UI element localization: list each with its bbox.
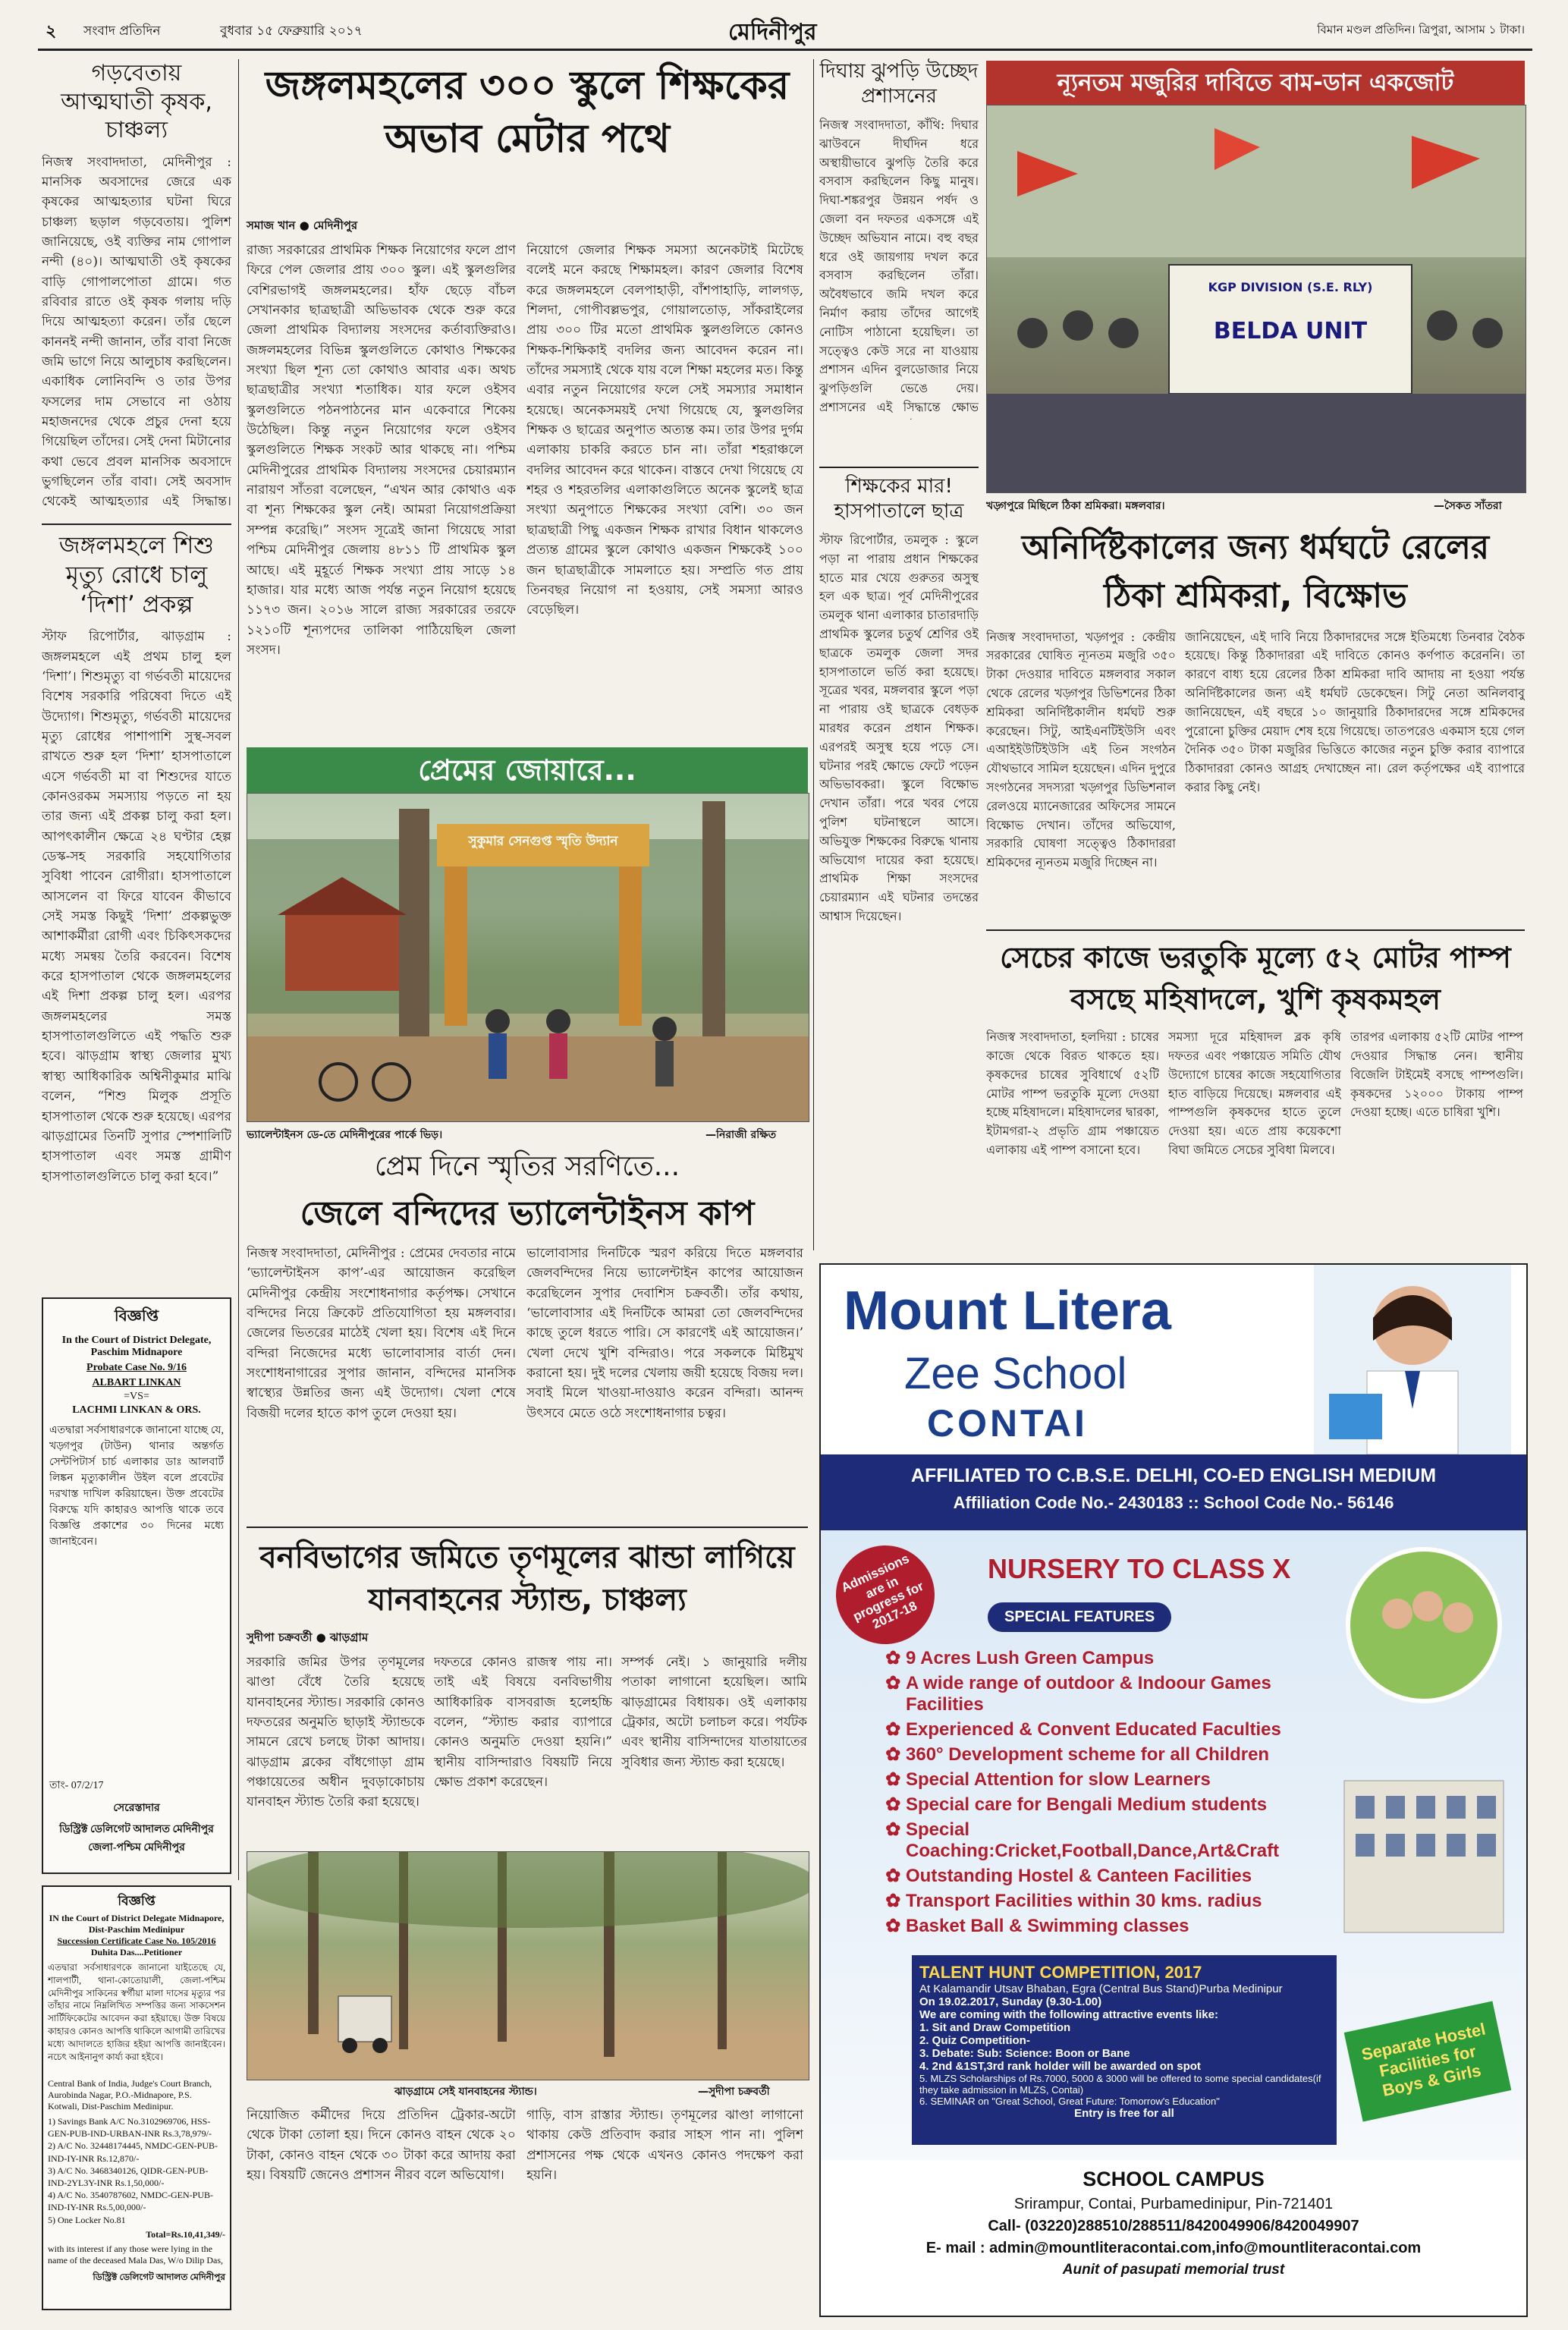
- ad-special-label: SPECIAL FEATURES: [988, 1602, 1171, 1632]
- forest-body-col-1: সরকারি জমির উপর তৃণমূলের ঝাণ্ডা বেঁধে তৈরি হয়েছে যানবাহনের স্ট্যান্ড। সরকারি কোনও দফতরের অনুমতি ছাড়াই স্ট্যান্ডকে সামনে রেখে চলছে টাকা আদায়। ঝাড়গ্রাম ব্লকের বাঁধগোড়া গ্রাম পঞ্চায়েতের অধীন দুবড়াকোচায় যানবাহন স্ট্যান্ড তৈরি করা হয়েছে।: [247, 1655, 425, 1810]
- ad-title-2: Zee School: [904, 1349, 1127, 1398]
- pump-body-col-2: সমস্যা দূরে মহিষাদল ব্লক কৃষি দফতর এবং পঞ্চায়েত সমিতি যৌথ উদ্যোগে চাষের কাজে সহযোগিতার হাত বাড়িয়ে দিয়েছে। মঙ্গলবার এই পাম্পগুলি কৃষকদের হাতে তুলে দেওয়া হয়। এতে প্রায় কয়েকশো বিঘা জমিতে সেচের সুবিধা মিলবে।: [1168, 1030, 1341, 1157]
- student-photo: [1314, 1265, 1511, 1454]
- forest-continued: [247, 2105, 808, 2288]
- story-body: স্টাফ রিপোর্টার, তমলুক : স্কুলে পড়া না পারায় প্রধান শিক্ষকের হাতে মার খেয়ে গুরুতর অসুস্থ হল এক ছাত্র। পূর্ব মেদিনীপুরের তমলুক থানা এলাকার চাতারদাড়ি প্রাথমিক স্কুলের চতুর্থ শ্রেণির ওই ছাত্রকে তমলুক জেলা সদর হাসপাতালে ভর্তি করা হয়েছে। সূত্রের খবর, মঙ্গলবার স্কুলে পড়া না পারায় ওই ছাত্রকে বেধড়ক মারধর করেন প্রধান শিক্ষক। এরপরই অসুস্থ হয়ে পড়ে সে। ঘটনার পরই ক্ষোভে ফেটে পড়েন অভিভাবকরা। স্কুলে বিক্ষোভ দেখান তাঁরা। পরে খবর পেয়ে পুলিশ ঘটনাস্থলে আসে। অভিযুক্ত শিক্ষকের বিরুদ্ধে থানায় অভিযোগ দায়ের করা হয়েছে। প্রাথমিক শিক্ষা সংসদের চেয়ারম্যান এই ঘটনার তদন্তের আশ্বাস দিয়েছেন।: [819, 533, 979, 923]
- pump-headline: সেচের কাজে ভরতুকি মূল্যে ৫২ মোটর পাম্প বসছে মহিষাদলে, খুশি কৃষকমহল: [1000, 941, 1511, 1017]
- issue-date: বুধবার ১৫ ফেব্রুয়ারি ২০১৭: [220, 24, 363, 39]
- notice-case: Succession Certificate Case No. 105/2016: [57, 1935, 216, 1946]
- valentine-kicker: প্রেম দিনে স্মৃতির সরণিতে...: [374, 1151, 680, 1182]
- park-photo-credit: —নিরাজী রক্ষিত: [705, 1129, 777, 1141]
- talent-title: TALENT HUNT COMPETITION, 2017: [919, 1963, 1202, 1982]
- rally-photo-illustration: [987, 105, 1526, 492]
- story-body: স্টাফ রিপোর্টার, ঝাড়গ্রাম : জঙ্গলমহলে এই প্রথম চালু হল ‘দিশা’। শিশুমৃত্যু বা গর্ভবতী মায়েদের বিশেষ সরকারি পরিষেবা দিতে এই উদ্যোগ। শিশুমৃত্যু, গর্ভবতী মায়েদের মৃত্যু রোধের পাশাপাশি সুস্থ-সবল রাখতে শুরু হল ‘দিশা’ হাসপাতালে এসে গর্ভবতী মা বা শিশুদের যাতে কোনওরকম সমস্যায় পড়তে না হয় তার জন্য এই প্রকল্প চালু করা হল। আপৎকালীন ক্ষেত্রে ২৪ ঘণ্টার হেল্প ডেস্ক-সহ সরকারি সহযোগিতার সুবিধা পাবেন রোগীরা। হাসপাতালে আসলেন বা ফিরে যাবেন কীভাবে সেই সমস্ত কিছুই ‘দিশা’ প্রকল্পভুক্ত আশাকর্মীরা রোগী এবং চিকিৎসকদের মধ্যে সমন্বয় তৈরি করবেন। বিশেষ করে হাসপাতাল থেকে জঙ্গলমহলের এই দিশা প্রকল্প চালু হল। এরপর জঙ্গলমহলের সমস্ত হাসপাতালগুলিতে এই পদ্ধতি শুরু হবে। ঝাড়গ্রাম স্বাস্থ্য জেলার মুখ্য স্বাস্থ্য আধিকারিক অশ্বিনীকুমার মাঝি বলেন, “শিশু মিলুক প্রসূতি হাসপাতাল থেকে শুরু হয়েছে। এরপর ঝাড়গ্রামের তিনটি সুপার স্পেশালিটি হাসপাতাল এবং সমস্ত গ্রামীণ হাসপাতালগুলিতে চালু করা হবে।”: [42, 629, 231, 1184]
- column-1-story-1: [42, 59, 231, 509]
- notice-title: বিজ্ঞপ্তি: [118, 1894, 156, 1909]
- ad-title-3: CONTAI: [927, 1402, 1088, 1445]
- campus-email: E- mail : admin@mountliteracontai.com,info@mountliteracontai.com: [925, 2240, 1422, 2256]
- account-line: 1) Savings Bank A/C No.3102969706, HSS-GEN-PUB-IND-URBAN-INR Rs.3,78,979/-: [48, 2116, 212, 2140]
- park-photo: [247, 793, 809, 1122]
- park-photo-caption: ভ্যালেন্টাইনস ডে-তে মেদিনীপুরের পার্কে ভিড়।: [247, 1129, 443, 1141]
- forest-body-col-3: সম্পর্ক নেই। ১ জানুয়ারি দলীয় পতাকা লাগানো হয়েছিল। আমি ঝাড়গ্রামের বিধায়ক। ওই এলাকায় ট্রেকার, অটো চলাচল করে। পর্যটক এবং স্থানীয় বাসিন্দাদের যাতায়াতের সুবিধার জন্য স্ট্যান্ড করা হয়েছে।: [621, 1655, 807, 1770]
- feature-item: ✿ 9 Acres Lush Green Campus: [906, 1647, 1331, 1669]
- notice-party-1: ALBART LINKAN: [92, 1377, 181, 1388]
- story-body: নিজস্ব সংবাদদাতা, মেদিনীপুর : মানসিক অবসাদের জেরে এক কৃষকের আত্মহত্যার ঘটনা ঘিরে চাঞ্চল্য ছড়াল গড়বেতায়। পুলিশ জানিয়েছে, ওই ব্যক্তির নাম গোপাল নন্দী (৪০)। আত্মঘাতী ওই কৃষকের বাড়ি গোপালপোতা গ্রামে। গত রবিবার রাতে ওই কৃষক গলায় দড়ি দিয়ে আত্মহত্যা করেন। তাঁর ছেলে কাননই নন্দী জানান, তাঁর বাবা নিজে জমি ভাগে নিয়ে আলুচাষ করছিলেন। একাধিক লোনিবন্দি ও তার উপর ফসলের দাম সেভাবে না ওঠায় মহাজনদের থেকে প্রচুর দেনা হয়ে গিয়েছিল তাঁদের। সেই দেনা মিটানোর কথা ভেবে প্রবল মানসিক অবসাদে ভুগছিলেন তাঁর বাবা। সেই অবসাদ থেকেই আত্মহত্যার এই সিদ্ধান্ত।: [42, 154, 231, 509]
- valentine-body-col-2: ভালোবাসার দিনটিকে স্মরণ করিয়ে দিতে মঙ্গলবার জেলবন্দিদের নিয়ে ভ্যালেন্টাইন কাপের আয়োজন করেছিলেন সুপার দেবাশিস চক্রবর্তী। তাঁর কথায়, ‘ভালোবাসার এই দিনটিকে আমরা তো জেলবন্দিদের কাছে তুলে ধরতে পারি। সে কারণেই এই আয়োজন।’ খেলা দেখে খুশি বন্দিরাও। পরে সকলকে মিষ্টিমুখ করানো হয়। দুই দলের খেলায় জয়ী হয়েছে বিজয় দল। সবাই মিলে খাওয়া-দাওয়াও করেন বন্দিরা। আনন্দ উৎসবে মেতে ওঠে সংশোধনাগার চত্বর।: [526, 1246, 803, 1421]
- account-line: 4) A/C No. 3540787602, NMDC-GEN-PUB-IND-IY-INR Rs.5,00,000/-: [48, 2190, 214, 2213]
- masthead-right: বিমান মণ্ডল প্রতিদিন। ত্রিপুরা, আসাম ১ টাকা।: [1317, 23, 1525, 36]
- campus-unit: Aunit of pasupati memorial trust: [1062, 2262, 1285, 2278]
- divider: [986, 929, 1525, 931]
- lead-body-col-1: রাজ্য সরকারের প্রাথমিক শিক্ষক নিয়োগের ফলে প্রাণ ফিরে পেল জেলার প্রায় ৩০০ স্কুল। এই স্কুলগুলির বেশিরভাগই জঙ্গলমহলের। হাঁফ ছেড়ে বাঁচল সেখানকার ছাত্রছাত্রী অভিভাবক থেকে শুরু করে জেলা প্রাথমিক বিদ্যালয় সংসদের কর্তাব্যক্তিরাও। জঙ্গলমহলের বিভিন্ন স্কুলগুলিতে কোথাও শিক্ষকের সংখ্যা ছিল শূন্য তো কোথাও আবার এক। অথচ ছাত্রছাত্রীর সংখ্যা শতাধিক। যার ফলে ওইসব স্কুলগুলিতে পঠনপাঠনের মান একেবারে শিকেয় উঠেছিল। কিন্তু নতুন নিয়োগের ফলে ওইসব স্কুলগুলিতে শিক্ষক সংকট আর থাকছে না। পশ্চিম মেদিনীপুরের প্রাথমিক বিদ্যালয় সংসদের চেয়ারম্যান নারায়ণ সাঁতরা বলেছেন, “এখন আর কোথাও এক বা শূন্য শিক্ষকের স্কুল নেই। আমরা নিয়োগপ্রক্রিয়া সম্পন্ন করেছি।” সংসদ সূত্রেই জানা গিয়েছে সারা পশ্চিম মেদিনীপুর জেলায় ৪৮১১ টি প্রাথমিক স্কুল আছে। এই মুহূর্তে শিক্ষক সংখ্যা প্রায় সাড়ে ১৪ হাজার। যার মধ্যে আজ পর্যন্ত নতুন নিয়োগ হয়েছে ১১৭৩ জন। ২০১৬ সালে রাজ্য সরকারের তরফে ১২১০টি শূন্যপদের তালিকা পাঠিয়েছিল জেলা সংসদ।: [247, 243, 516, 658]
- notice-footer: ডিস্ট্রিক্ট ডেলিগেট আদালত মেদিনীপুর জেলা-পশ্চিম মেদিনীপুর: [59, 1824, 214, 1854]
- ad-header: [821, 1265, 1526, 1454]
- notice-party-2: LACHMI LINKAN & ORS.: [72, 1404, 201, 1416]
- talent-item: 4. 2nd &1ST,3rd rank holder will be awarded on spot: [919, 2060, 1201, 2073]
- forest-story: [247, 1536, 808, 1872]
- stand-photo-illustration: [247, 1852, 809, 2080]
- admissions-text: Admissions are in progress for 2017-18: [839, 1551, 926, 1632]
- pump-story: [986, 937, 1525, 1218]
- prem-banner-text: প্রেমের জোয়ারে...: [418, 753, 636, 787]
- story-headline: দিঘায় ঝুপড়ি উচ্ছেদ প্রশাসনের: [819, 60, 979, 108]
- rail-body-col-1: নিজস্ব সংবাদদাতা, খড়্গপুর : কেন্দ্রীয় সরকারের ঘোষিত ন্যূনতম মজুরি ৩৫০ টাকা দেওয়ার দাবিতে মঙ্গলবার সকাল থেকে রেলের খড়্গপুর ডিভিশনের ঠিকা শ্রমিকরা অনির্দিষ্টকালীন ধর্মঘট শুরু করেছেন। সিটু, আইএনটিইউসি এবং এআইইউটিইউসি এই তিন সংগঠন যৌথভাবে সামিল হয়েছেন। এদিন দুপুরে সংগঠনের সদস্যরা খড়্গপুর ডিভিশনাল রেলওয়ে ম্যানেজারের অফিসের সামনে বিক্ষোভ দেখান। তাঁদের অভিযোগ, সরকারি ঘোষণা সত্ত্বেও ঠিকাদাররা শ্রমিকদের ন্যূনতম মজুরি দিচ্ছেন না।: [986, 629, 1176, 870]
- rally-banner: [986, 61, 1525, 105]
- notice-body: এতদ্বারা সর্বসাধারণকে জানানো যাইতেছে যে, শালপাটী, থানা-কোতোয়ালী, জেলা-পশ্চিম মেদিনীপুর সাকিনের স্বর্গীয়া মালা দাসের মৃত্যুর পর তাঁহার নামে নিম্নলিখিত সম্পত্তির জন্য সাকসেশন সার্টিফিকেটের আবেদন করা হইয়াছে। উক্ত বিষয়ে কাহারও কোনও আপত্তি থাকিলে আগামী তারিখের মধ্যে আদালতে হাজির হইয়া আপত্তি জানাইবেন। নচেৎ আইনানুগ কার্য্য করা হইবে।: [48, 1962, 225, 2062]
- rally-sign-unit: BELDA UNIT: [1213, 318, 1368, 344]
- ad-affiliated: AFFILIATED TO C.B.S.E. DELHI, CO-ED ENGLISH MEDIUM: [910, 1465, 1437, 1486]
- rally-photo: [986, 105, 1526, 493]
- forest-byline: সুদীপা চক্রবর্তী ● ঝাড়গ্রাম: [247, 1630, 369, 1644]
- forest-body-col-4: নিয়োজিত কর্মীদের দিয়ে প্রতিদিন ট্রেকার-অটো থেকে টাকা তোলা হয়। দিনে কোনও বাহন থেকে ২০ টাকা, কোনও বাহন থেকে ৩০ টাকা করে আদায় করা হয়। বিষয়টি জেনেও প্রশাসন নীরব বলে অভিযোগ।: [247, 2108, 516, 2184]
- admissions-badge: [820, 1530, 951, 1661]
- notice-title: বিজ্ঞপ্তি: [114, 1306, 159, 1325]
- talent-item: 5. MLZS Scholarships of Rs.7000, 5000 & 3000 will be offered to some special candidates(if they take admission in MLZS, Contai): [919, 2073, 1321, 2096]
- ad-nursery: NURSERY TO CLASS X: [988, 1553, 1291, 1584]
- feature-item: ✿ Special Coaching:Cricket,Football,Dance,Art&Craft: [906, 1819, 1331, 1862]
- section-name: মেদিনীপুর: [728, 19, 817, 46]
- notice-sign: সেরেস্তাদার: [113, 1803, 160, 1814]
- campus-building-image: [1337, 1720, 1511, 1948]
- feature-item: ✿ Experienced & Convent Educated Faculties: [906, 1718, 1331, 1740]
- account-line: 2) A/C No. 32448174445, NMDC-GEN-PUB-IND-IY-INR Rs.12,870/-: [48, 2140, 218, 2164]
- rail-strike-story: [986, 524, 1525, 894]
- legal-notice-2: [42, 1885, 231, 2310]
- feature-item: ✿ Transport Facilities within 30 kms. radius: [906, 1890, 1331, 1912]
- campus-address: Srirampur, Contai, Purbamedinipur, Pin-721401: [1013, 2196, 1334, 2212]
- masthead: [38, 14, 1532, 47]
- masthead-rule: [38, 49, 1532, 51]
- pump-body-col-1: নিজস্ব সংবাদদাতা, হলদিয়া : চাষের কাজে থেকে বিরত থাকতে হয়। কৃষকদের চাষের সুবিধার্থে ৫২টি মোটর পাম্প ভরতুকি মূল্যে দেওয়া হচ্ছে মহিষাদলে। মহিষাদলের দ্বারকা, ইটামগরা-২ প্রভৃতি গ্রাম পঞ্চায়েত এলাকায় এই পাম্প বসানো হবে।: [986, 1030, 1159, 1157]
- column-rule: [813, 59, 814, 1250]
- pump-body-col-3: তারপর এলাকায় ৫২টি মোটর পাম্প দেওয়ার সিদ্ধান্ত নেন। স্থানীয় বিজেলি টাইমেই বসছে পাম্পগুলি। কৃষকদের ১২০০০ টাকায় পাম্প দেওয়া হচ্ছে। এতে চাষিরা খুশি।: [1350, 1030, 1523, 1120]
- lead-headline: জঙ্গলমহলের ৩০০ স্কুলে শিক্ষকের অভাব মেটার পথে: [265, 63, 790, 162]
- feature-item: ✿ A wide range of outdoor & Indoour Games Facilities: [906, 1672, 1331, 1715]
- prem-banner: [247, 747, 808, 793]
- notice-vs: =VS=: [124, 1391, 149, 1402]
- ad-body: [821, 1530, 1526, 2316]
- notice-footer: ডিস্ট্রিক্ট ডেলিগেট আদালত মেদিনীপুর: [93, 2271, 225, 2282]
- forest-body-col-2: দফতরে কোনও রাজস্ব পায় না। তাই এই বিষয়ে বনবিভাগীয় আধিকারিক বাসবরাজ হলেহচ্চি বলেন, “স্ট্যান্ড করার ব্যাপারে কোনও অনুমতি দেওয়া হয়নি।” স্থানীয় বাসিন্দারাও বিষয়টি নিয়ে ক্ষোভ প্রকাশ করেছেন।: [434, 1655, 612, 1791]
- notice-court: IN the Court of District Delegate Midnapore, Dist-Paschim Medinipur: [49, 1913, 225, 1935]
- talent-item: 3. Debate: Sub: Science: Boon or Bane: [919, 2047, 1130, 2060]
- rally-photo-caption: খড়্গপুরে মিছিলে ঠিকা শ্রমিকরা। মঙ্গলবার।: [986, 500, 1165, 512]
- story-headline: গড়বেতায় আত্মঘাতী কৃষক, চাঞ্চল্য: [61, 60, 212, 143]
- column-1-story-2: [42, 531, 231, 1378]
- ad-affiliation-band: [821, 1454, 1526, 1530]
- campus-call: Call- (03220)288510/288511/8420049906/8420049907: [988, 2218, 1359, 2234]
- column-rule: [238, 59, 239, 1880]
- page-number: ২: [46, 22, 57, 41]
- talent-item: 6. SEMINAR on "Great School, Great Future: Tomorrow's Education": [919, 2096, 1220, 2107]
- talent-hunt-box: [912, 1955, 1337, 2145]
- school-advertisement: [819, 1263, 1528, 2317]
- ad-title-1: Mount Litera: [844, 1281, 1171, 1341]
- column-4-story-2: [819, 474, 979, 986]
- talent-item: 2. Quiz Competition-: [919, 2034, 1030, 2047]
- story-headline: জঙ্গলমহলে শিশু মৃত্যু রোধে চালু ‘দিশা’ প্রকল্প: [58, 532, 215, 618]
- divider: [247, 1527, 808, 1528]
- talent-date: On 19.02.2017, Sunday (9.30-1.00): [919, 1995, 1102, 2008]
- park-gate-sign: সুকুমার সেনগুপ্ত স্মৃতি উদ্যান: [468, 834, 618, 849]
- forest-headline: বনবিভাগের জমিতে তৃণমূলের ঝান্ডা লাগিয়ে যানবাহনের স্ট্যান্ড, চাঞ্চল্য: [259, 1540, 795, 1618]
- valentine-body-col-1: নিজস্ব সংবাদদাতা, মেদিনীপুর : প্রেমের দেবতার নামে ‘ভ্যালেন্টাইনস কাপ’-এর আয়োজন করেছিল মেদিনীপুর কেন্দ্রীয় সংশোধনাগার কর্তৃপক্ষ। সেখানে বন্দিদের নিয়ে ক্রিকেট প্রতিযোগিতা হয় মঙ্গলবার। জেলের ভিতরের মাঠেই খেলা হয়। বিশেষ এই দিনে বন্দিরা নিজেদের মধ্যে ভালোবাসার বার্তা দেন। সংশোধনাগারের সুপার জানান, বন্দিদের মানসিক স্বাস্থ্যের উন্নতির জন্য এই উদ্যোগ। খেলা শেষে বিজয়ী দলের হাতে কাপ তুলে দেওয়া হয়।: [247, 1246, 516, 1421]
- feature-item: ✿ Outstanding Hostel & Canteen Facilities: [906, 1865, 1331, 1887]
- kids-circle-photo: [1344, 1545, 1504, 1705]
- paper-name: সংবাদ প্রতিদিন: [83, 24, 161, 39]
- notice-total: Total=Rs.10,41,349/-: [146, 2228, 225, 2240]
- legal-notice-1: [42, 1297, 231, 1874]
- notice-case: Probate Case No. 9/16: [86, 1362, 187, 1373]
- lead-byline: সমাজ খান ● মেদিনীপুর: [247, 219, 358, 232]
- rail-headline: অনির্দিষ্টকালের জন্য ধর্মঘটে রেলের ঠিকা শ্রমিকরা, বিক্ষোভ: [1021, 528, 1490, 615]
- divider: [42, 524, 231, 525]
- valentine-story: [247, 1149, 808, 1479]
- campus-label: SCHOOL CAMPUS: [1083, 2168, 1265, 2190]
- divider: [819, 467, 979, 468]
- talent-intro: We are coming with the following attractive events like:: [919, 2008, 1218, 2021]
- story-headline: শিক্ষকের মার! হাসপাতালে ছাত্র: [834, 475, 964, 523]
- features-list: [889, 1644, 1331, 1940]
- forest-body-col-5: গাড়ি, বাস রাস্তার স্ট্যান্ড। তৃণমূলের ঝাণ্ডা লাগানো থাকায় কেউ প্রতিবাদ করার সাহস পান না। পুলিশ প্রশাসনের পক্ষ থেকে এখনও কোনও পদক্ষেপ করা হয়নি।: [526, 2108, 803, 2184]
- hostel-badge: [1344, 2001, 1512, 2122]
- story-body: নিজস্ব সংবাদদাতা, কাঁথি: দিঘার ঝাউবনে দীর্ঘদিন ধরে অস্থায়ীভাবে ঝুপড়ি তৈরি করে বসবাস করছিলেন কিছু মানুষ। দিঘা-শঙ্করপুর উন্নয়ন পর্ষদ ও জেলা বন দফতর একসঙ্গে এই উচ্ছেদ অভিযান নামে। বহু বছর ধরে ওই জায়গায় দখল করে বসবাস করছিলেন তাঁরা। অবৈধভাবে জমি দখল করে নির্মাণ করায় তাঁদের আগেই নোটিস পাঠানো হয়েছিল। তা সত্ত্বেও কেউ সরে না যাওয়ায় প্রশাসন এদিন বুলডোজার নিয়ে ঝুপড়িগুলি ভেঙে দেয়। প্রশাসনের এই সিদ্ধান্তে ক্ষোভ: [819, 118, 979, 414]
- rail-body-col-2: জানিয়েছেন, এই দাবি নিয়ে ঠিকাদারদের সঙ্গে ইতিমধ্যে তিনবার বৈঠক হয়েছে। কিন্তু ঠিকাদাররা এই দাবিতে কোনও কর্ণপাত করেননি। তা কারণে বাধ্য হয়ে রেলের ঠিকা শ্রমিকরা দাবি আদায় না হওয়া পর্যন্ত অনির্দিষ্টকালের জন্য এই ধর্মঘট ডেকেছেন। সিটু নেতা অনিলবাবু জানিয়েছেন, এই বছরে ১০ জানুয়ারি ঠিকাদারদের সঙ্গে শ্রমিকদের পুরোনো চুক্তির মেয়াদ শেষ হয়ে গিয়েছে। তাতপরেও একমাস হয়ে গেল দৈনিক ৩৫০ টাকা মজুরির ভিত্তিতে কাজের নতুন চুক্তি করার ব্যাপারে ঠিকাদাররা কোনও আগ্রহ দেখাচ্ছেন না। রেল কর্তৃপক্ষের এই ব্যাপারে করার কিছু নেই।: [1185, 629, 1525, 794]
- feature-item: ✿ Special care for Bengali Medium students: [906, 1794, 1331, 1816]
- notice-bank: Central Bank of India, Judge's Court Branch, Aurobinda Nagar, P.O.-Midnapore, P.S. Kotwali, Dist-Paschim Medinipur.: [48, 2078, 212, 2111]
- rally-banner-text: ন্যূনতম মজুরির দাবিতে বাম-ডান একজোট: [1057, 69, 1454, 96]
- rally-sign-division: KGP DIVISION (S.E. RLY): [1208, 280, 1373, 294]
- feature-item: ✿ Special Attention for slow Learners: [906, 1769, 1331, 1791]
- column-4-story-1: [819, 59, 979, 420]
- lead-story: [247, 59, 808, 741]
- notice-court: In the Court of District Delegate, Paschim Midnapore: [61, 1335, 212, 1358]
- notice-date: তাং- 07/2/17: [49, 1780, 104, 1791]
- notice-party: Duhita Das....Petitioner: [90, 1947, 183, 1957]
- campus-block: [821, 2160, 1526, 2316]
- lead-body-col-2: নিয়োগে জেলার শিক্ষক সমস্যা অনেকটাই মিটেছে বলেই মনে করছে শিক্ষামহল। কারণ জেলার বিশেষ করে জঙ্গলমহলে বেলপাহাড়ী, বাঁশপাহাড়ি, লালগড়, শিলদা, গোপীবল্লভপুর, গোয়ালতোড়, সাঁকরাইলের প্রায় ৩০০ টির মতো প্রাথমিক স্কুলগুলিতে কোনও শিক্ষক-শিক্ষিকাই বদলির জন্য আবেদন করেন না। তাঁদের সমস্যাই থেকে যায় বলে শিক্ষা মহলের মত। কিন্তু এবার নতুন নিয়োগের ফলে সেই সমস্যার সমাধান হয়েছে। অনেকসময়ই দেখা গিয়েছে যে, স্কুলগুলির শিক্ষক ও ছাত্রের অনুপাত অত্যন্ত কম। তার উপর দুর্গম এলাকায় চাকরি করতে চান না। তাঁরা শহরাঞ্চলে বদলির আবেদন করে থাকেন। বাস্তবে দেখা গিয়েছে যে শহর ও শহরতলির এলাকাগুলিতে অনেক স্কুলেই ছাত্র সংখ্যা অনুপাতে শিক্ষকের সংখ্যা বেশি। ৩০ জন ছাত্রছাত্রী পিছু একজন শিক্ষক রাখার বিধান থাকলেও প্রত্যন্ত গ্রামের স্কুলে কোথাও একজন শিক্ষকেই ১০০ জন ছাত্রছাত্রীকে সামলাতে হয়। সম্প্রতি গত প্রায় তিনবছর নিয়োগ না হওয়ায়, সেই সমস্যা আরও বেড়েছিল।: [526, 243, 803, 618]
- valentine-headline: জেলে বন্দিদের ভ্যালেন্টাইনস কাপ: [300, 1194, 755, 1233]
- rally-photo-credit: —সৈকত সাঁতরা: [1434, 500, 1502, 512]
- account-line: 3) A/C No. 3468340126, QIDR-GEN-PUB-IND-2YL3Y-INR Rs.1,50,000/-: [48, 2165, 209, 2188]
- feature-item: ✿ Basket Ball & Swimming classes: [906, 1915, 1331, 1937]
- hostel-text: Separate Hostel Facilities for Boys & Girls: [1359, 2019, 1488, 2100]
- stand-photo-credit: —সুদীপা চক্রবর্তী: [698, 2086, 770, 2098]
- notice-body: এতদ্বারা সর্বসাধারণকে জানানো যাচ্ছে যে, খড়্গপুর (টাউন) থানার অন্তর্গত সেন্টপিটার্স চার্চ এলাকার ডাঃ আলবার্ট লিঙ্কন মৃত্যুকালীন উইল বলে প্রবেটের দরখাস্ত দাখিল করিয়াছেন। উক্ত প্রবেটের বিরুদ্ধে যদি কাহারও আপত্তি থাকে তবে বিজ্ঞপ্তি প্রকাশের ৩০ দিনের মধ্যে জানাইবেন।: [49, 1425, 224, 1548]
- notice-tail: with its interest if any those were lying in the name of the deceased Mala Das, W/o Dilip Das,: [48, 2243, 224, 2266]
- stand-photo: [247, 1851, 809, 2080]
- account-line: 5) One Locker No.81: [48, 2214, 126, 2225]
- stand-photo-caption: ঝাড়গ্রামে সেই যানবাহনের স্ট্যান্ড।: [394, 2086, 537, 2098]
- ad-codes: Affiliation Code No.- 2430183 :: School Code No.- 56146: [953, 1493, 1394, 1512]
- talent-venue: At Kalamandir Utsav Bhaban, Egra (Central Bus Stand)Purba Medinipur: [919, 1983, 1283, 1995]
- talent-fee: Entry is free for all: [1074, 2107, 1174, 2120]
- notice-accounts: [48, 2115, 225, 2226]
- feature-item: ✿ 360° Development scheme for all Children: [906, 1744, 1331, 1766]
- talent-item: 1. Sit and Draw Competition: [919, 2021, 1071, 2034]
